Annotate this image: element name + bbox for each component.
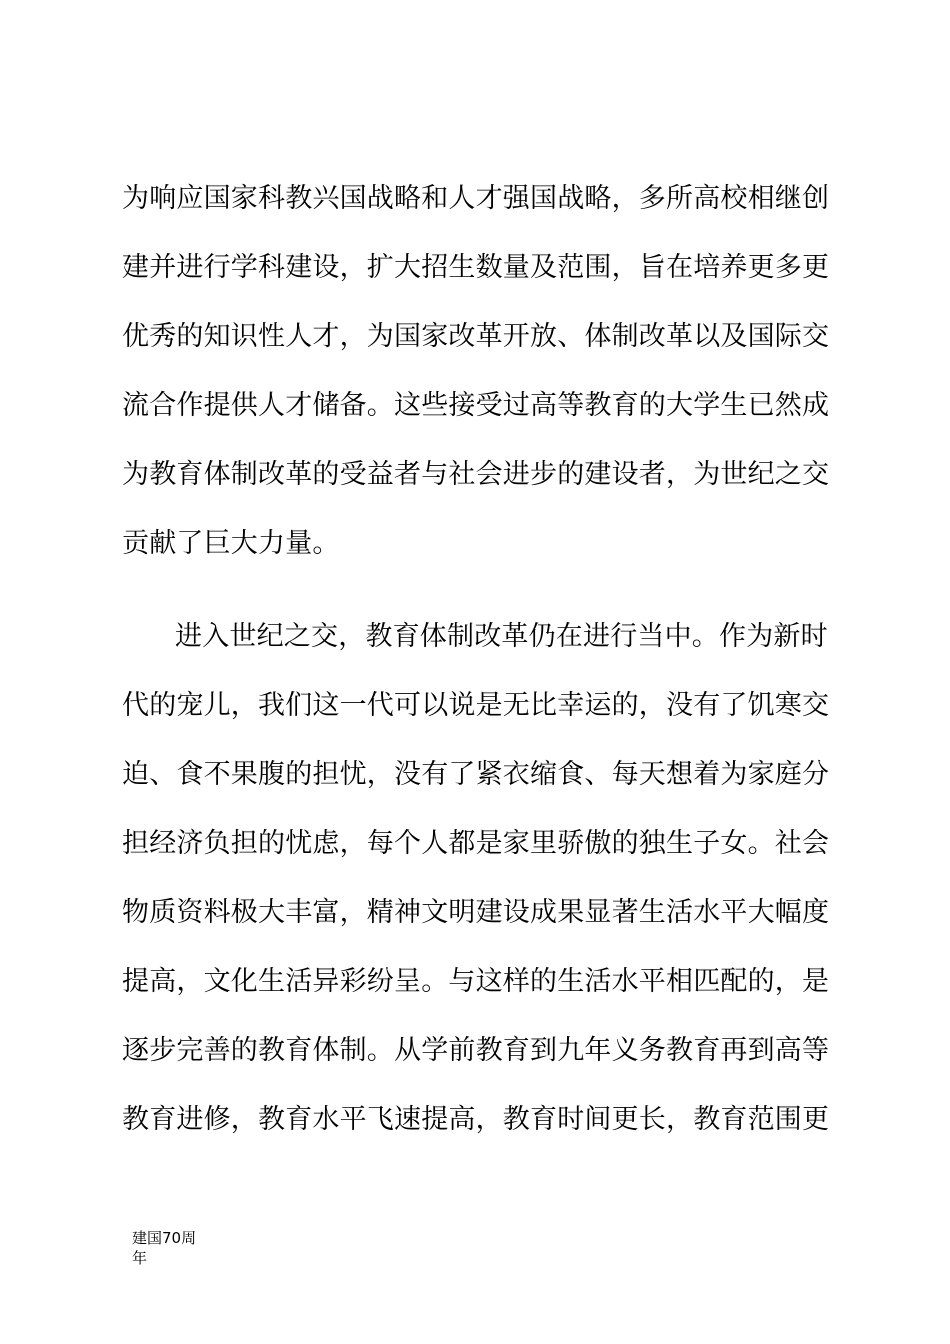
- footer-line-2: 年: [132, 1249, 148, 1267]
- page-footer: [132, 1228, 196, 1268]
- paragraph-2-line-7: 逐步完善的教育体制。从学前教育到九年义务教育再到高等: [122, 1035, 830, 1066]
- body-text: [122, 176, 842, 1166]
- footer-line-1: 建国70周: [132, 1229, 197, 1247]
- paragraph-gap: [122, 590, 842, 614]
- paragraph-1-line-1: 为响应国家科教兴国战略和人才强国战略，多所高校相继创: [122, 183, 830, 214]
- paragraph-1-line-2: 建并进行学科建设，扩大招生数量及范围，旨在培养更多更: [122, 252, 830, 283]
- paragraph-1-line-3: 优秀的知识性人才，为国家改革开放、体制改革以及国际交: [122, 321, 830, 352]
- paragraph-1-line-4: 流合作提供人才储备。这些接受过高等教育的大学生已然成: [122, 390, 830, 421]
- paragraph-2-line-8: 教育进修，教育水平飞速提高，教育时间更长，教育范围更: [122, 1104, 830, 1135]
- paragraph-2-line-4: 担经济负担的忧虑，每个人都是家里骄傲的独生子女。社会: [122, 828, 830, 859]
- paragraph-1-line-5: 为教育体制改革的受益者与社会进步的建设者，为世纪之交: [122, 459, 830, 490]
- paragraph-2-line-6: 提高，文化生活异彩纷呈。与这样的生活水平相匹配的，是: [122, 966, 830, 997]
- paragraph-1-line-6: 贡献了巨大力量。: [122, 528, 340, 559]
- paragraph-2-line-3: 迫、食不果腹的担忧，没有了紧衣缩食、每天想着为家庭分: [122, 759, 830, 790]
- paragraph-2-line-2: 代的宠儿，我们这一代可以说是无比幸运的，没有了饥寒交: [122, 690, 830, 721]
- paragraph-2-line-5: 物质资料极大丰富，精神文明建设成果显著生活水平大幅度: [122, 897, 830, 928]
- paragraph-2-line-1: 进入世纪之交，教育体制改革仍在进行当中。作为新时: [175, 621, 828, 652]
